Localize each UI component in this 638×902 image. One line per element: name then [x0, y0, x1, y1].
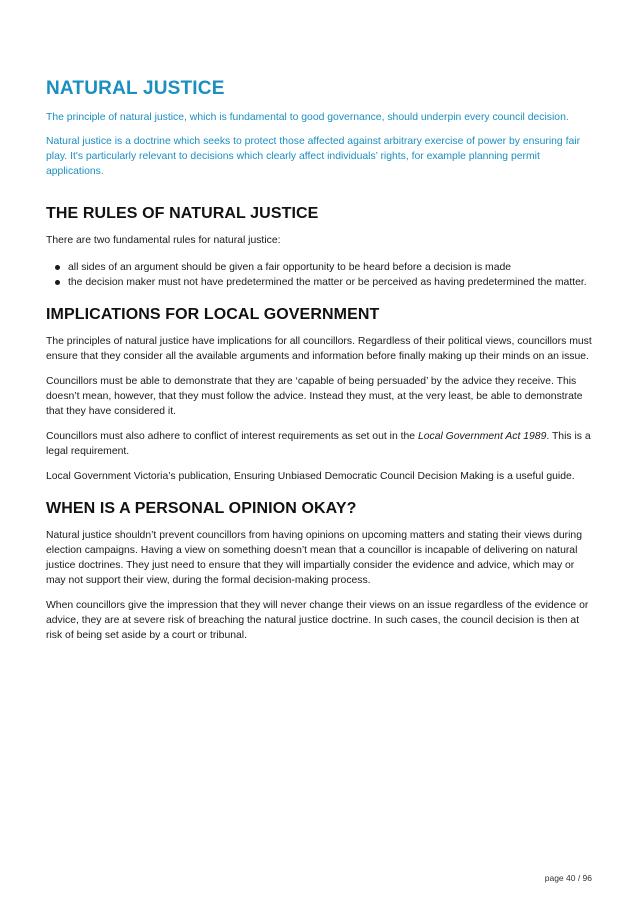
- list-item-text: the decision maker must not have predetermined the matter or be perceived as having predetermined the matter.: [68, 277, 587, 288]
- page-title: NATURAL JUSTICE: [46, 78, 225, 99]
- body-paragraph: Natural justice shouldn’t prevent councillors from having opinions on upcoming matters and stating their views during election campaigns. Having a view on something doesn’t mean that a councillor is incapable of delivering on natural justice doctrines. They just need to ensure that they will impartially consider the evidence and advice, which may or may not support their view, during the formal decision-making process.: [46, 530, 582, 586]
- body-paragraph: The principles of natural justice have implications for all councillors. Regardless of their political views, councillors must ensure that they consider all the available arguments and information before finally making up their minds on an issue.: [46, 336, 592, 362]
- bullet-icon: [55, 280, 60, 285]
- intro-paragraph: The principle of natural justice, which is fundamental to good governance, should underpin every council decision.: [46, 112, 569, 123]
- section-heading-implications: IMPLICATIONS FOR LOCAL GOVERNMENT: [46, 306, 380, 323]
- paragraph-text: Councillors must also adhere to conflict of interest requirements as set out in the: [46, 431, 418, 442]
- bullet-icon: [55, 265, 60, 270]
- section-heading-rules: THE RULES OF NATURAL JUSTICE: [46, 205, 319, 222]
- list-item-text: all sides of an argument should be given a fair opportunity to be heard before a decision is made: [68, 262, 512, 273]
- paragraph-text: . This is a legal requirement.: [46, 431, 591, 457]
- body-paragraph: [46, 429, 596, 459]
- act-title: Local Government Act 1989: [417, 431, 547, 442]
- rules-list: [46, 260, 596, 290]
- intro-paragraph: Natural justice is a doctrine which seeks to protect those affected against arbitrary exercise of power by ensuring fair play. It's particularly relevant to decisions which clearly affect individuals’ rights, for example planning permit applications.: [46, 136, 581, 177]
- body-paragraph: Local Government Victoria’s publication, Ensuring Unbiased Democratic Council Decision Making is a useful guide.: [46, 471, 575, 482]
- body-paragraph: When councillors give the impression that they will never change their views on an issue regardless of the evidence or advice, they are at severe risk of breaching the natural justice doctrine. In such cases, the council decision is then at risk of being set aside by a court or tribunal.: [46, 600, 589, 641]
- section-heading-opinion: WHEN IS A PERSONAL OPINION OKAY?: [46, 500, 357, 517]
- body-paragraph: Councillors must be able to demonstrate that they are ‘capable of being persuaded’ by the advice they receive. This doesn’t mean, however, that they must follow the advice. Instead they must, at the very least, be able to demonstrate that they have considered it.: [46, 376, 583, 417]
- list-item: [68, 275, 596, 290]
- page-number: page 40 / 96: [544, 873, 592, 883]
- page-content: [46, 78, 596, 653]
- list-item: [68, 260, 596, 275]
- rules-lead-paragraph: There are two fundamental rules for natural justice:: [46, 235, 281, 246]
